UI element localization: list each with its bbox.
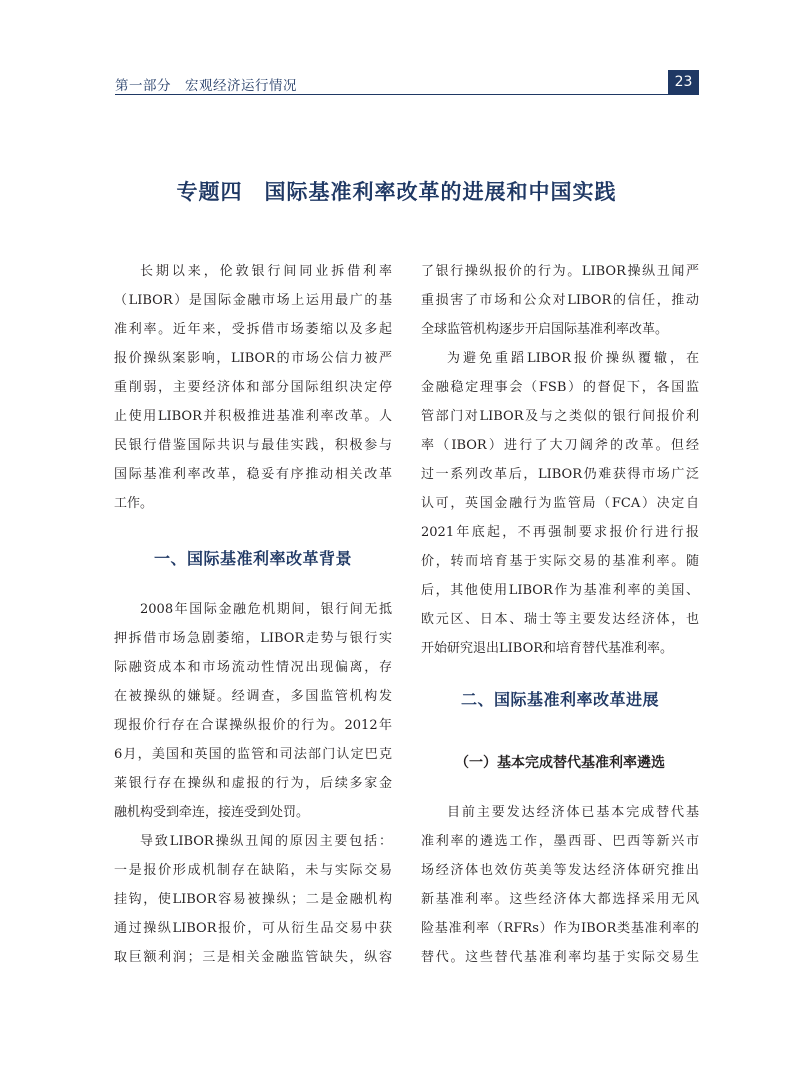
fsb-line: 认可，英国金融行为监管局（FCA）决定自	[421, 496, 699, 511]
intro-line: 止使用LIBOR并积极推进基准利率改革。人	[114, 409, 392, 424]
section1-line: 导致LIBOR操纵丑闻的原因主要包括：	[140, 834, 392, 849]
section1-line: 6月，美国和英国的监管和司法部门认定巴克	[114, 747, 392, 762]
fsb-line: 金融稳定理事会（FSB）的督促下，各国监	[421, 380, 699, 395]
intro-line: 报价操纵案影响，LIBOR的市场公信力被严	[114, 351, 392, 366]
section1-line: 一是报价形成机制存在缺陷，未与实际交易	[114, 863, 392, 878]
fsb-line: 为避免重蹈LIBOR报价操纵覆辙，在	[447, 351, 699, 366]
sub1-line: 场经济体也效仿英美等发达经济体研究推出	[421, 863, 699, 878]
sub1-line: 准利率的遴选工作，墨西哥、巴西等新兴市	[421, 834, 699, 849]
intro-line: 准利率。近年来，受拆借市场萎缩以及多起	[114, 322, 392, 337]
intro-line: 重削弱，主要经济体和部分国际组织决定停	[114, 380, 392, 395]
intro-line: 民银行借鉴国际共识与最佳实践，积极参与	[114, 438, 392, 453]
cont-line: 了银行操纵报价的行为。LIBOR操纵丑闻严	[421, 264, 699, 279]
sub1-line: 替代。这些替代基准利率均基于实际交易生	[421, 950, 699, 965]
fsb-line: 后，其他使用LIBOR作为基准利率的美国、	[421, 583, 699, 598]
subsection-heading-1: （一）基本完成替代基准利率遴选	[455, 755, 665, 771]
fsb-line: 管部门对LIBOR及与之类似的银行间报价利	[421, 409, 699, 424]
sub1-line: 目前主要发达经济体已基本完成替代基	[447, 805, 699, 820]
fsb-line: 过一系列改革后，LIBOR仍难获得市场广泛	[421, 467, 699, 482]
section1-line: 莱银行存在操纵和虚报的行为，后续多家金	[114, 776, 392, 791]
section1-line: 通过操纵LIBOR报价，可从衍生品交易中获	[114, 921, 392, 936]
section1-line: 取巨额利润；三是相关金融监管缺失，纵容	[114, 950, 392, 965]
cont-line: 全球监管机构逐步开启国际基准利率改革。	[421, 322, 669, 337]
section1-line: 2008年国际金融危机期间，银行间无抵	[140, 602, 392, 617]
section-heading-2: 二、国际基准利率改革进展	[460, 690, 659, 709]
fsb-line: 价，转而培育基于实际交易的基准利率。随	[421, 554, 699, 569]
intro-line: 长期以来，伦敦银行间同业拆借利率	[140, 264, 392, 279]
topic-title: 专题四 国际基准利率改革的进展和中国实践	[176, 180, 617, 204]
intro-line: 国际基准利率改革，稳妥有序推动相关改革	[114, 467, 392, 482]
section1-line: 挂钩，使LIBOR容易被操纵；二是金融机构	[114, 892, 392, 907]
section1-line: 现报价行存在合谋操纵报价的行为。2012年	[114, 718, 392, 733]
intro-line: 工作。	[114, 496, 154, 511]
fsb-line: 率（IBOR）进行了大刀阔斧的改革。但经	[421, 438, 699, 453]
section-heading-1: 一、国际基准利率改革背景	[153, 549, 352, 568]
section1-line: 押拆借市场急剧萎缩，LIBOR走势与银行实	[114, 631, 392, 646]
intro-line: （LIBOR）是国际金融市场上运用最广的基	[114, 293, 392, 308]
section1-line: 在被操纵的嫌疑。经调查，多国监管机构发	[114, 689, 392, 704]
page-header	[115, 70, 699, 95]
fsb-line: 欧元区、日本、瑞士等主要发达经济体，也	[421, 612, 699, 627]
fsb-line: 2021年底起，不再强制要求报价行进行报	[421, 525, 699, 540]
cont-line: 重损害了市场和公众对LIBOR的信任，推动	[421, 293, 699, 308]
sub1-line: 险基准利率（RFRs）作为IBOR类基准利率的	[421, 921, 699, 936]
header-title: 第一部分 宏观经济运行情况	[115, 78, 297, 94]
fsb-line: 开始研究退出LIBOR和培育替代基准利率。	[421, 641, 674, 656]
section1-line: 际融资成本和市场流动性情况出现偏离，存	[114, 660, 392, 675]
page-number: 23	[668, 70, 699, 94]
sub1-line: 新基准利率。这些经济体大都选择采用无风	[421, 892, 699, 907]
section1-line: 融机构受到牵连，接连受到处罚。	[114, 805, 310, 820]
header-divider	[115, 94, 699, 95]
